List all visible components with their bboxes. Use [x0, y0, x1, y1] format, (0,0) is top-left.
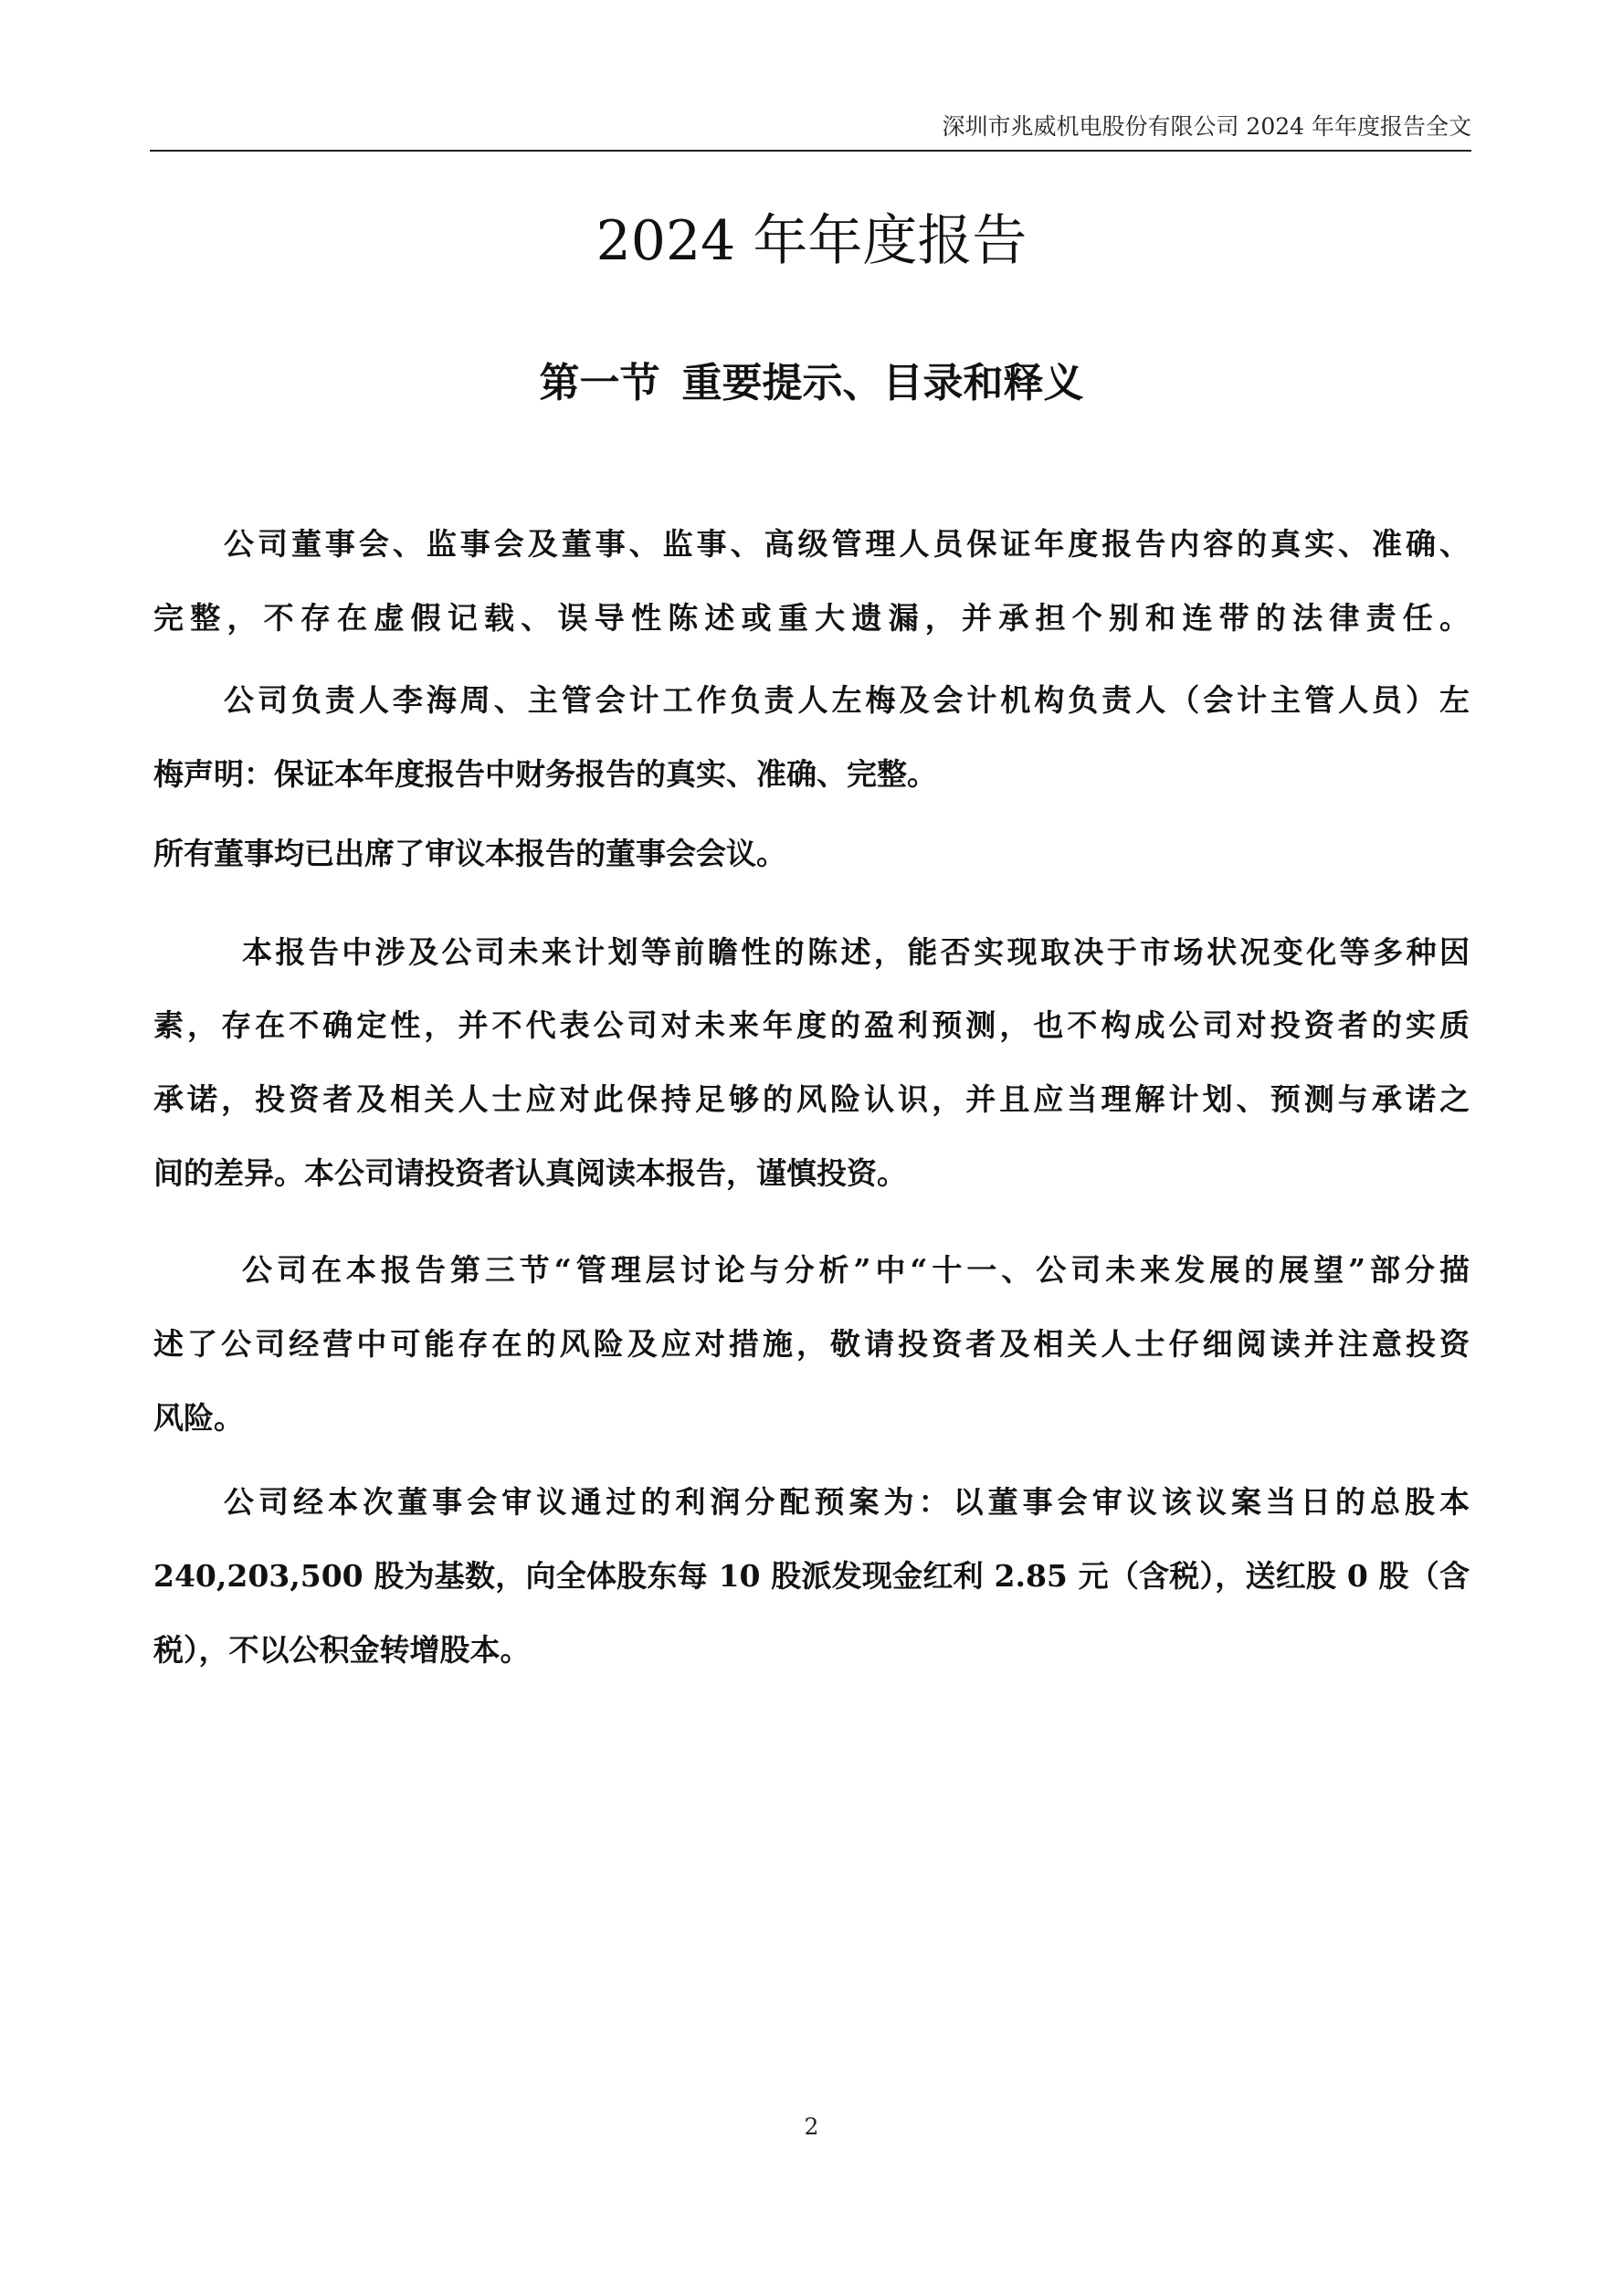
paragraph-line: 240,203,500 股为基数，向全体股东每 10 股派发现金红利 2.85 元（含税），送红股 0 股（含	[153, 1558, 1470, 1594]
report-title: 2024 年年度报告	[595, 209, 1028, 273]
paragraph-line: 完整，不存在虚假记载、误导性陈述或重大遗漏，并承担个别和连带的法律责任。	[153, 600, 1470, 636]
paragraph-line: 公司董事会、监事会及董事、监事、高级管理人员保证年度报告内容的真实、准确、	[224, 526, 1470, 562]
paragraph-line: 承诺，投资者及相关人士应对此保持足够的风险认识，并且应当理解计划、预测与承诺之	[153, 1081, 1470, 1117]
paragraph-line: 公司经本次董事会审议通过的利润分配预案为：以董事会审议该议案当日的总股本	[224, 1484, 1470, 1520]
section-heading	[0, 358, 1623, 409]
paragraph-line: 梅声明：保证本年度报告中财务报告的真实、准确、完整。	[153, 756, 937, 792]
running-header: 深圳市兆威机电股份有限公司 2024 年年度报告全文	[942, 113, 1471, 140]
paragraph-line: 本报告中涉及公司未来计划等前瞻性的陈述，能否实现取决于市场状况变化等多种因	[242, 934, 1470, 970]
paragraph-line: 公司在本报告第三节“管理层讨论与分析”中“十一、公司未来发展的展望”部分描	[242, 1252, 1470, 1288]
paragraph-line: 风险。	[153, 1400, 244, 1436]
header-divider	[150, 150, 1471, 152]
section-name: 重要提示、目录和释义	[681, 360, 1084, 406]
paragraph-line: 素，存在不确定性，并不代表公司对未来年度的盈利预测，也不构成公司对投资者的实质	[153, 1007, 1470, 1043]
paragraph-line: 所有董事均已出席了审议本报告的董事会会议。	[153, 836, 786, 871]
paragraph-line: 公司负责人李海周、主管会计工作负责人左梅及会计机构负责人（会计主管人员）左	[224, 682, 1470, 718]
page-number: 2	[804, 2113, 819, 2140]
paragraph-line: 税），不以公积金转增股本。	[153, 1632, 531, 1668]
paragraph-line: 述了公司经营中可能存在的风险及应对措施，敬请投资者及相关人士仔细阅读并注意投资	[153, 1326, 1470, 1362]
paragraph-line: 间的差异。本公司请投资者认真阅读本报告，谨慎投资。	[153, 1155, 907, 1191]
section-number: 第一节	[539, 360, 660, 406]
